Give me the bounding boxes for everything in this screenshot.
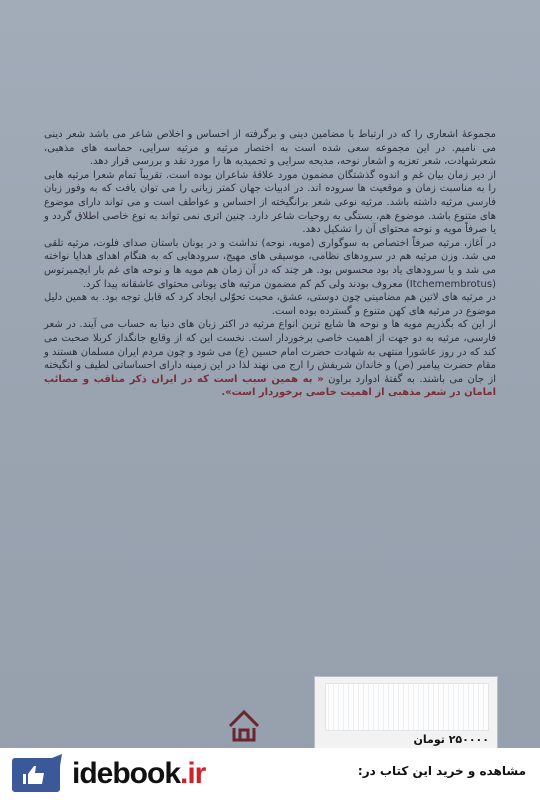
highlighted-quote: « به همین سبب است که در ایران ذکر مناقب و مصائب امامان در شعر مذهبی از اهمیت خاصی برخوردار است». bbox=[44, 373, 496, 399]
cover-text bbox=[44, 128, 496, 400]
paragraph-4: در مرثیه های لاتین هم مضامینی چون دوستی، عشق، محبت تحوّلی ایجاد کرد که قابل توجه بود. به همین دلیل موضوع در مرثیه های کهن متنوع و گسترده بوده است. bbox=[44, 292, 496, 317]
paragraph-3: در آغاز، مرثیه صرفاً اختصاص به سوگواری (مویه، نوحه) نداشت و در یونان باستان صدای فلوت، مرثیه تلقی می شد. وزن مرثیه هم در سرودهای نظامی، موسیقی های مهیج، سرودهایی که به هنگام اهدای هدایا نواخته می شد و یا سرودهای یاد بود محسوس بود. هر چند که در آن زمان هم مویه ها و نوحه های غم بار ایچمبرتوس (Itchemembrotus) معروف بودند ولی کم کم مضمون مرثیه های یونانی محتوای عاشقانه پیدا کرد. bbox=[44, 237, 496, 290]
footer-banner[interactable] bbox=[0, 748, 540, 800]
paragraph-5 bbox=[44, 318, 496, 400]
site-slogan: مشاهده و خرید این کتاب در: bbox=[357, 764, 526, 778]
site-name-tld: .ir bbox=[180, 757, 206, 790]
price-label: ۲۵۰۰۰۰ تومان bbox=[413, 733, 489, 746]
thumbs-up-icon[interactable] bbox=[8, 754, 66, 798]
site-name-main: idebook bbox=[72, 757, 181, 790]
barcode-price-sticker bbox=[314, 676, 498, 752]
site-logo-text[interactable] bbox=[72, 748, 205, 800]
paragraph-1: مجموعهٔ اشعاری را که در ارتباط با مضامین دینی و برگرفته از احساس و اخلاص شاعر می باشد شعر دینی می نامیم. در این مجموعه سعی شده است به اختصار مرثیه و مرثیه سرایی، حماسه های مذهبی، شعرشهادت، شعر تعزیه و اشعار نوحه، مدیحه سرایی و تحمیدیه ها را مورد نقد و بررسی قرار دهد. bbox=[44, 129, 496, 168]
barcode bbox=[325, 683, 489, 731]
paragraph-2: از دیر زمان بیان غم و اندوه گذشتگان مضمون مورد علاقهٔ شاعران بوده است. تقریباً تمام شعرا مرثیه هایی را به مناسبت زمان و موقعیت ها سروده اند. در ادبیات جهان کمتر زبانی را می توان یافت که به وفور زبان فارسی مرثیه داشته باشد. مرثیه نوعی شعر برانگیخته از احساس و عواطف است و می تواند دارای موضوع های متنوع باشد. موضوع هم، بستگی به روحیات شاعر دارد. چنین اثری نمی تواند به نوع خاصی اطلاق گردد و یا صرفاً مویه و نوحه محتوای آن را تشکیل دهد. bbox=[44, 169, 496, 236]
publisher-logo-icon bbox=[226, 706, 262, 744]
paragraph-5-text: از این که بگذریم مویه ها و نوحه ها شایع ترین انواع مرثیه در اکثر زبان های دنیا به حساب می آیند. در شعر فارسی، مرثیه به دو جهت از اهمیت خاصی برخوردار است. نخست این که از وقایع جانگداز کربلا صحبت می کند که در روز عاشورا منتهی به شهادت حضرت امام حسین (ع) می شود و چون مردم ایران مسلمان هستند و مقام حضرت پیامبر (ص) و خاندان شریفش را ارج می نهند لذا در این زمینه دارای احساساتی لطیف و انگیخته از جان می باشند. به گفتهٔ ادوارد براون bbox=[44, 319, 497, 385]
